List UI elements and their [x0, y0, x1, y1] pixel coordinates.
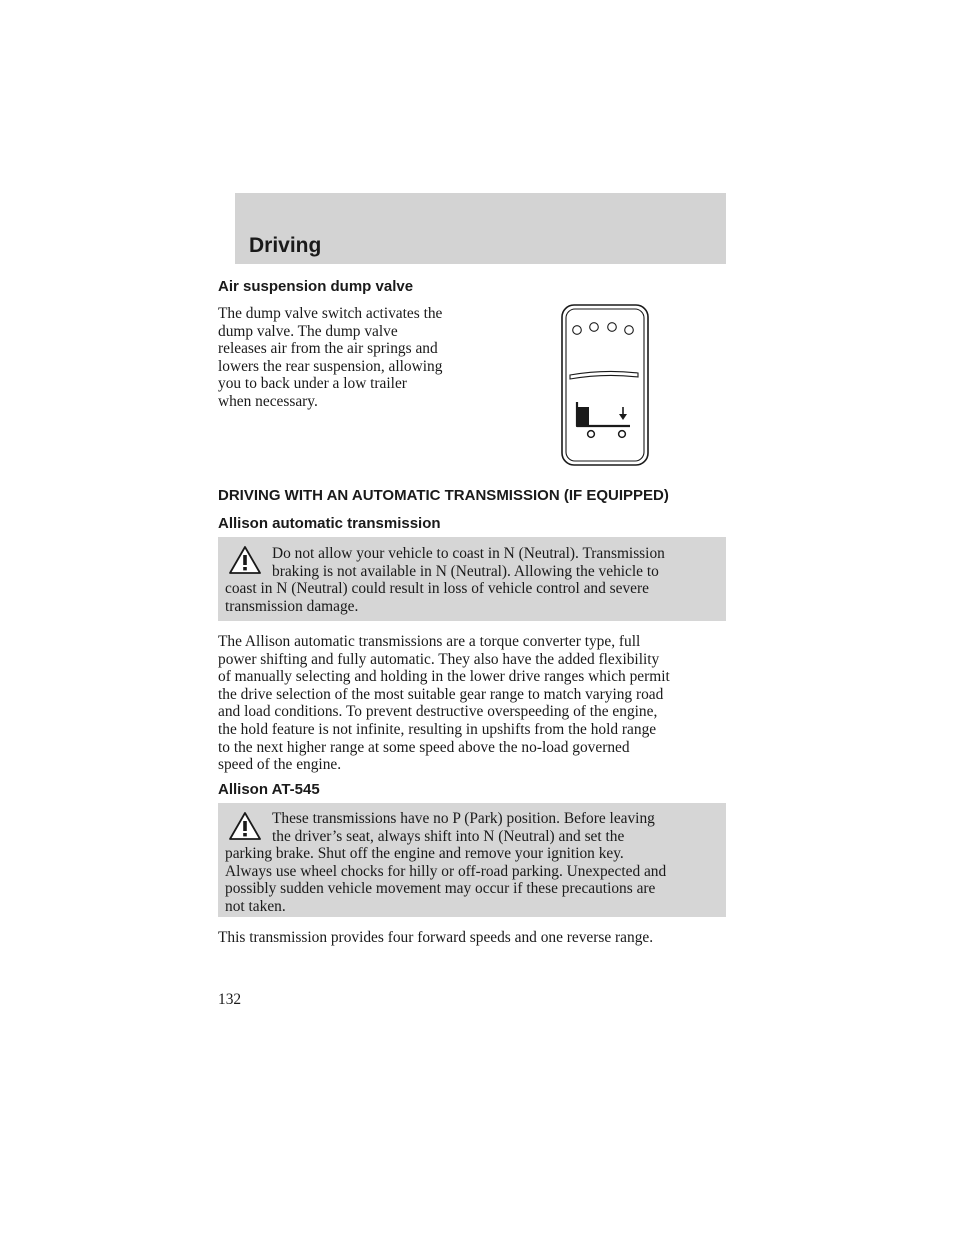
dump-valve-line: lowers the rear suspension, allowing — [218, 357, 443, 375]
dump-valve-line: dump valve. The dump valve — [218, 322, 398, 340]
page-number: 132 — [218, 991, 242, 1008]
dump-valve-line: releases air from the air springs and — [218, 340, 438, 358]
warning-line: the driver’s seat, always shift into N (Neutral) and set the — [272, 827, 625, 845]
section-title: Driving — [249, 234, 322, 257]
body-line: and load conditions. To prevent destructive overspeeding of the engine, — [218, 703, 658, 721]
dump-valve-line: when necessary. — [218, 392, 318, 410]
warning-text — [225, 810, 725, 916]
allison-body-paragraph — [218, 633, 728, 774]
warning-line: Always use wheel chocks for hilly or off-road parking. Unexpected and — [225, 862, 667, 880]
warning-line: not taken. — [225, 897, 286, 915]
body-line: This transmission provides four forward speeds and one reverse range. — [218, 929, 654, 946]
body-line: of manually selecting and holding in the lower drive ranges which permit — [218, 668, 670, 686]
warning-box — [218, 803, 726, 917]
warning-line: transmission damage. — [225, 597, 359, 615]
dump-valve-heading: Air suspension dump valve — [218, 278, 414, 295]
warning-line: Do not allow your vehicle to coast in N (Neutral). Transmission — [272, 545, 665, 562]
dump-valve-switch-icon — [560, 303, 650, 467]
warning-box — [218, 537, 726, 621]
warning-line: possibly sudden vehicle movement may occur if these precautions are — [225, 880, 656, 898]
warning-line: coast in N (Neutral) could result in loss of vehicle control and severe — [225, 580, 649, 598]
body-line: to the next higher range at some speed above the no-load governed — [218, 738, 630, 756]
dump-valve-line: you to back under a low trailer — [218, 375, 407, 393]
automatic-transmission-heading: DRIVING WITH AN AUTOMATIC TRANSMISSION (IF EQUIPPED) — [218, 487, 669, 504]
warning-line: braking is not available in N (Neutral). Allowing the vehicle to — [272, 562, 659, 580]
switch-outer-frame — [562, 305, 648, 465]
body-line: power shifting and fully automatic. They also have the added flexibility — [218, 650, 660, 668]
at545-heading: Allison AT-545 — [218, 781, 320, 798]
dump-valve-paragraph — [218, 305, 538, 411]
body-line: the drive selection of the most suitable gear range to match varying road — [218, 685, 664, 703]
section-header-band — [235, 193, 726, 264]
body-line: speed of the engine. — [218, 756, 342, 774]
body-line: the hold feature is not infinite, resulting in upshifts from the hold range — [218, 720, 657, 738]
warning-line: These transmissions have no P (Park) position. Before leaving — [272, 810, 655, 827]
warning-line: parking brake. Shut off the engine and remove your ignition key. — [225, 845, 624, 863]
body-line: The Allison automatic transmissions are a torque converter type, full — [218, 633, 641, 650]
at545-body-paragraph — [218, 929, 728, 947]
dump-valve-line: The dump valve switch activates the — [218, 305, 443, 322]
warning-text — [225, 545, 725, 615]
allison-heading: Allison automatic transmission — [218, 515, 441, 532]
